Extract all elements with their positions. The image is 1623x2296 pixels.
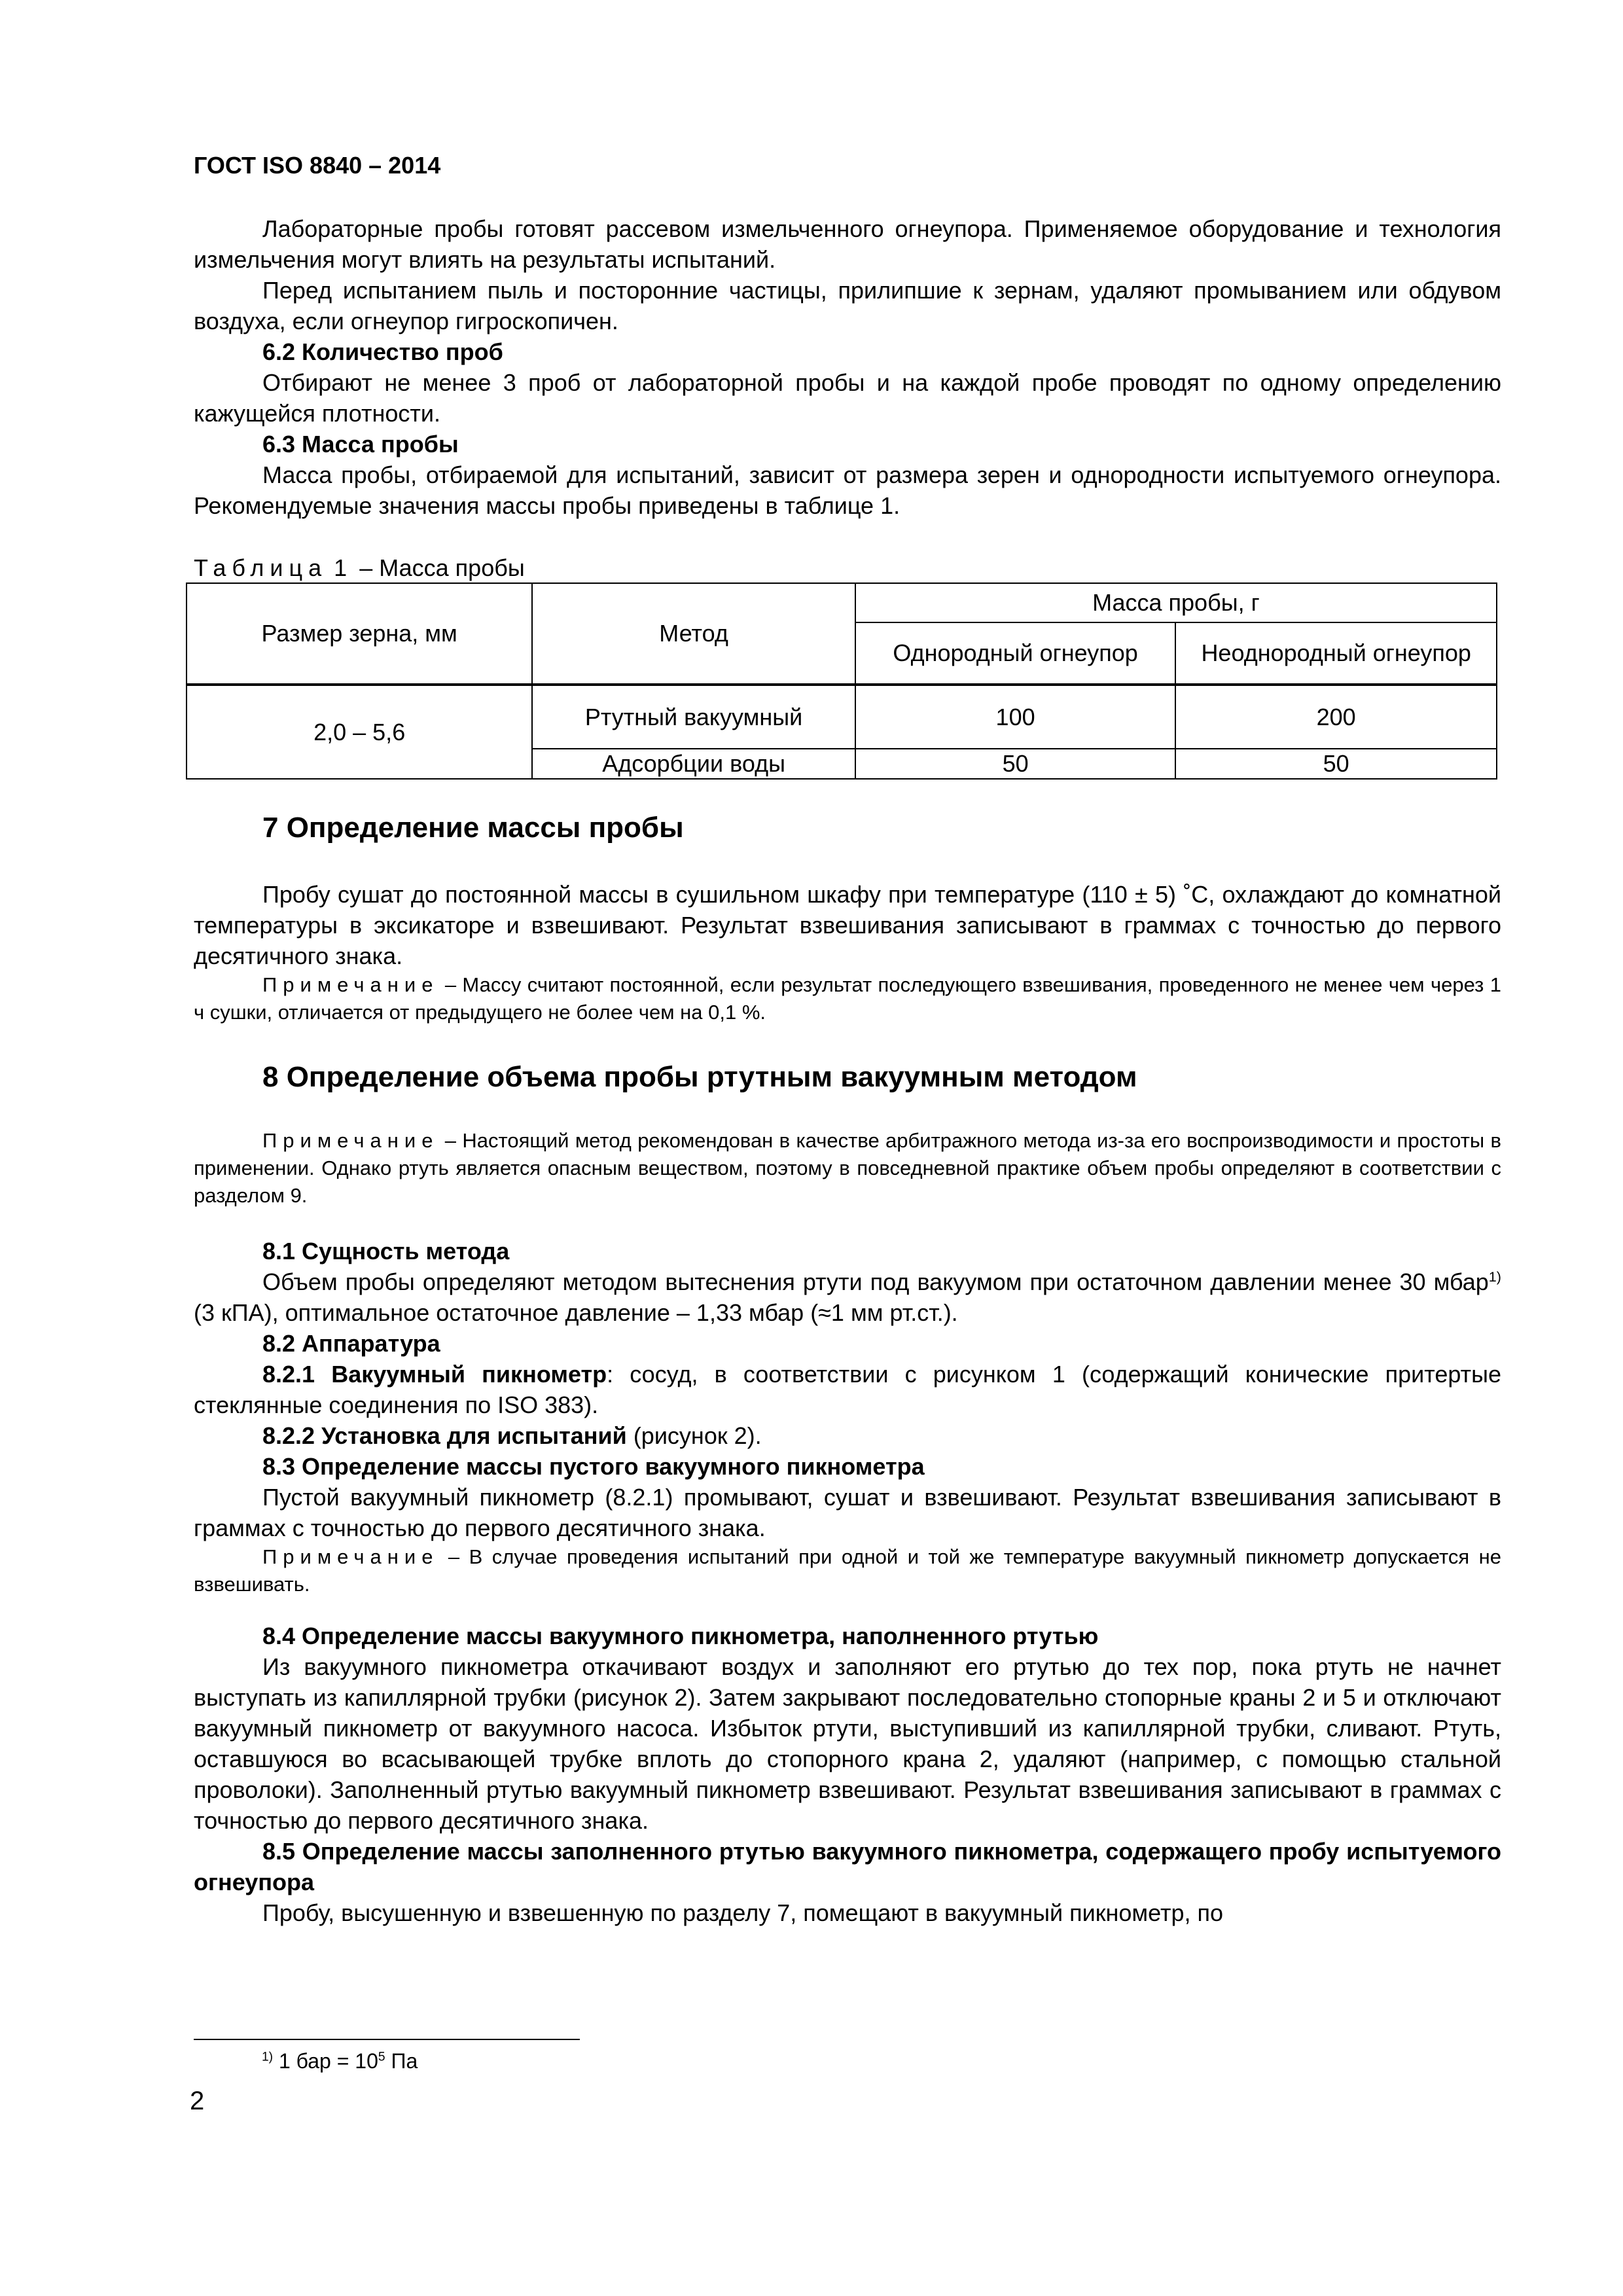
table-row	[187, 685, 1497, 749]
term: 8.2.1 Вакуумный пикнометр	[262, 1361, 607, 1388]
note-text: – Настоящий метод рекомендован в качестве арбитражного метода из-за его воспроизводимости и простоты в применении. Однако ртуть является опасным веществом, поэтому в повседневной практике объем пробы определяют в соответствии с разделом 9.	[194, 1129, 1501, 1207]
table-sample-mass	[186, 583, 1497, 780]
note-text: – Массу считают постоянной, если результат последующего взвешивания, проведенного не менее чем через 1 ч сушки, отличается от предыдущего не более чем на 0,1 %.	[194, 973, 1501, 1024]
note-label: Примечание	[262, 1129, 439, 1152]
table-cell-method: Адсорбции воды	[532, 749, 855, 779]
heading-text: 8.2.2 Установка для испытаний	[262, 1422, 627, 1449]
note-label: Примечание	[262, 1545, 439, 1568]
table-cell-homog: 50	[855, 749, 1176, 779]
paragraph-text: Объем пробы определяют методом вытеснения ртути под вакуумом при остаточном давлении менее 30 мбар	[262, 1268, 1489, 1295]
table-header-sample-mass: Масса пробы, г	[855, 583, 1497, 622]
table-cell-heterog: 200	[1175, 685, 1497, 749]
table-caption	[194, 554, 1501, 583]
section-heading-6-2: 6.2 Количество проб	[262, 338, 503, 365]
section-heading-8-1: 8.1 Сущность метода	[262, 1238, 510, 1265]
paragraph: Масса пробы, отбираемой для испытаний, зависит от размера зерен и однородности испытуемого огнеупора. Рекомендуемые значения массы пробы приведены в таблице 1.	[194, 461, 1501, 519]
section-heading-8-2: 8.2 Аппаратура	[262, 1330, 440, 1357]
paragraph: Пробу, высушенную и взвешенную по разделу 7, помещают в вакуумный пикнометр, по	[262, 1899, 1224, 1926]
paragraph: Из вакуумного пикнометра откачивают воздух и заполняют его ртутью до тех пор, пока ртуть не начнет выступать из капиллярной трубки (рисунок 2). Затем закрывают последовательно стопорные краны 2 и 5 и отключают вакуумный пикнометр от вакуумного насоса. Избыток ртути, выступивший из капиллярной трубки, сливают. Ртуть, оставшуюся во всасывающей трубке вплоть до стопорного крана 2, удаляют (например, с помощью стальной проволоки). Заполненный ртутью вакуумный пикнометр взвешивают. Результат взвешивания записывают в граммах с точностью до первого десятичного знака.	[194, 1653, 1501, 1834]
note-text: – В случае проведения испытаний при одной и той же температуре вакуумный пикнометр допускается не взвешивать.	[194, 1545, 1501, 1596]
table-header-grain-size: Размер зерна, мм	[187, 583, 532, 685]
section-heading-8-3: 8.3 Определение массы пустого вакуумного пикнометра	[262, 1453, 925, 1480]
footnote-ref: 1)	[1488, 1268, 1501, 1285]
table-cell-heterog: 50	[1175, 749, 1497, 779]
section-heading-8-2-2	[194, 1420, 1501, 1451]
table-header-homogeneous: Однородный огнеупор	[855, 622, 1176, 685]
table-cell-grain: 2,0 – 5,6	[187, 685, 532, 779]
paragraph: Пробу сушат до постоянной массы в сушильном шкафу при температуре (110 ± 5) ˚C, охлаждают до комнатной температуры в эксикаторе и взвешивают. Результат взвешивания записывают в граммах с точностью до первого десятичного знака.	[194, 881, 1501, 969]
note	[194, 971, 1501, 1026]
footnote-mark: 1)	[262, 2050, 274, 2064]
paragraph	[194, 1359, 1501, 1420]
section-heading-7: 7 Определение массы пробы	[262, 812, 684, 844]
footnote	[262, 2047, 418, 2075]
table-caption-prefix: Таблица	[194, 554, 328, 581]
note-label: Примечание	[262, 973, 439, 996]
paragraph	[194, 1266, 1501, 1328]
document-code: ГОСТ ISO 8840 – 2014	[194, 152, 441, 179]
heading-suffix: (рисунок 2).	[626, 1422, 762, 1449]
section-heading-8: 8 Определение объема пробы ртутным вакуумным методом	[262, 1061, 1137, 1093]
paragraph: Лабораторные пробы готовят рассевом измельченного огнеупора. Применяемое оборудование и технология измельчения могут влиять на результаты испытаний.	[194, 215, 1501, 273]
paragraph-text: (3 кПА), оптимальное остаточное давление – 1,33 мбар (≈1 мм рт.ст.).	[194, 1299, 958, 1326]
section-heading-8-5: 8.5 Определение массы заполненного ртутью вакуумного пикнометра, содержащего пробу испытуемого огнеупора	[194, 1838, 1501, 1895]
paragraph: Отбирают не менее 3 проб от лабораторной пробы и на каждой пробе проводят по одному определению кажущейся плотности.	[194, 369, 1501, 427]
footnote-separator	[194, 2039, 580, 2040]
footnote-text: 1 бар = 10	[273, 2049, 378, 2073]
paragraph: Пустой вакуумный пикнометр (8.2.1) промывают, сушат и взвешивают. Результат взвешивания записывают в граммах с точностью до первого десятичного знака.	[194, 1484, 1501, 1541]
section-heading-6-3: 6.3 Масса пробы	[262, 431, 459, 457]
footnote-exponent: 5	[378, 2050, 385, 2064]
table-header-heterogeneous: Неоднородный огнеупор	[1175, 622, 1497, 685]
note	[194, 1543, 1501, 1598]
table-caption-title: – Масса пробы	[359, 554, 525, 581]
paragraph-text: : сосуд, в соответствии с рисунком 1 (содержащий конические притертые стеклянные соединения по ISO 383).	[194, 1361, 1501, 1418]
table-caption-number: 1	[334, 554, 353, 581]
page-content	[194, 151, 1501, 1928]
table-cell-homog: 100	[855, 685, 1176, 749]
paragraph: Перед испытанием пыль и посторонние частицы, прилипшие к зернам, удаляют промыванием или обдувом воздуха, если огнеупор гигроскопичен.	[194, 277, 1501, 334]
footnote-text: Па	[385, 2049, 418, 2073]
table-cell-method: Ртутный вакуумный	[532, 685, 855, 749]
table-header-method: Метод	[532, 583, 855, 685]
section-heading-8-4: 8.4 Определение массы вакуумного пикнометра, наполненного ртутью	[262, 1623, 1099, 1649]
note	[194, 1127, 1501, 1210]
page-number: 2	[190, 2087, 205, 2115]
